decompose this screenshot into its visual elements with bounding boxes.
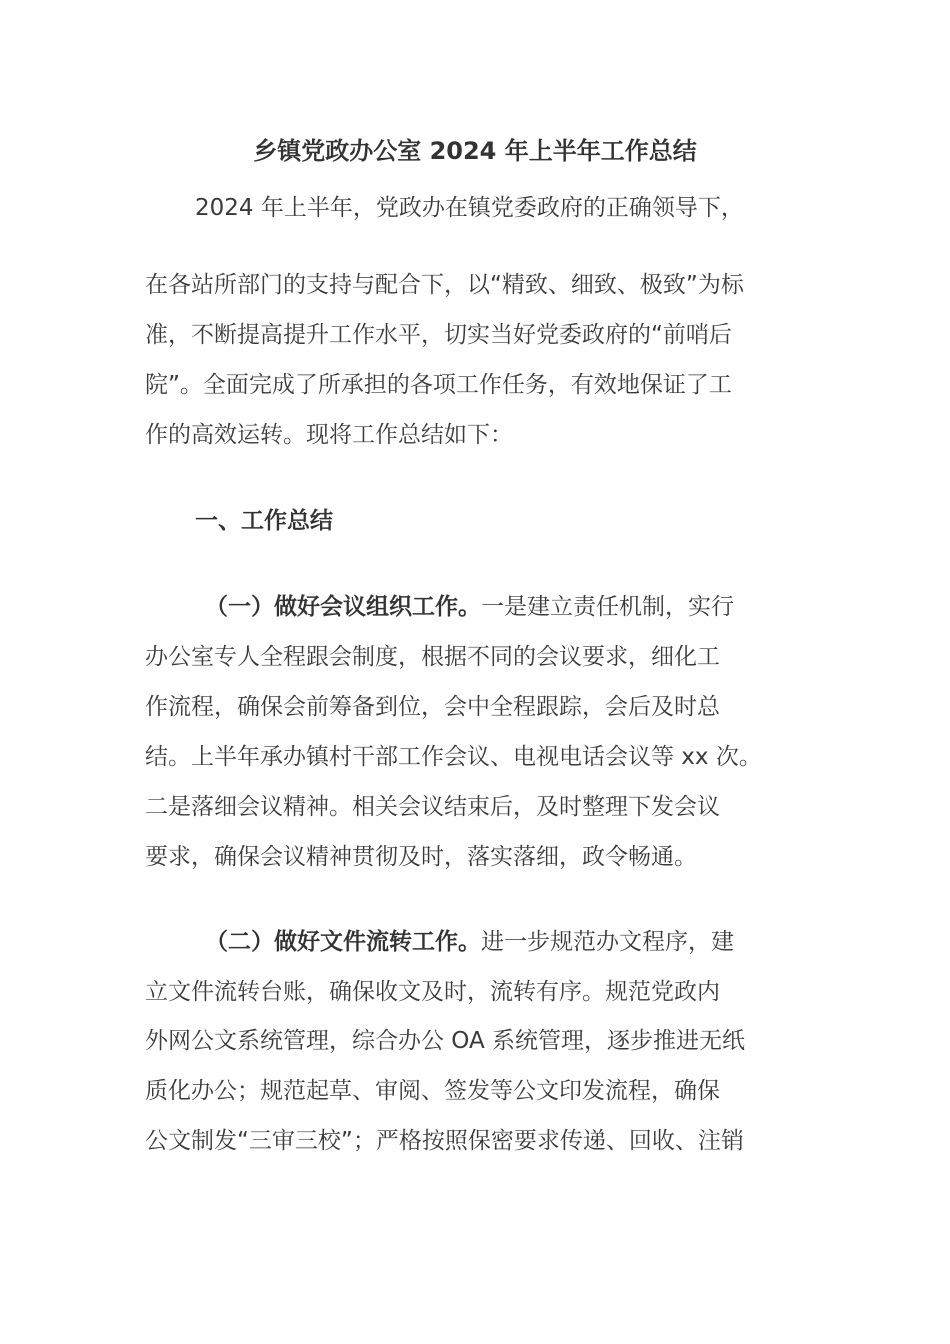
sub2-heading: （二）做好文件流转工作。 bbox=[205, 929, 481, 955]
intro-line-1: 2024 年上半年，党政办在镇党委政府的正确领导下， bbox=[195, 195, 744, 221]
sub2-first-line-text: 进一步规范办文程序，建 bbox=[481, 929, 734, 955]
sub2-line-2: 立文件流转台账，确保收文及时，流转有序。规范党政内 bbox=[145, 979, 720, 1005]
section-heading-work-summary: 一、工作总结 bbox=[195, 508, 333, 534]
sub2-line-5: 公文制发“三审三校”；严格按照保密要求传递、回收、注销 bbox=[145, 1128, 744, 1154]
document-title: 乡镇党政办公室 2024 年上半年工作总结 bbox=[253, 137, 697, 165]
intro-line-3: 准，不断提高提升工作水平，切实当好党委政府的“前哨后 bbox=[145, 322, 732, 348]
intro-line-5: 作的高效运转。现将工作总结如下： bbox=[145, 422, 513, 448]
intro-line-4: 院”。全面完成了所承担的各项工作任务，有效地保证了工 bbox=[145, 372, 732, 398]
sub2-line-3: 外网公文系统管理，综合办公 OA 系统管理，逐步推进无纸 bbox=[145, 1028, 746, 1054]
sub1-first-line-text: 一是建立责任机制，实行 bbox=[481, 594, 734, 620]
sub1-line-6: 要求，确保会议精神贯彻及时，落实落细，政令畅通。 bbox=[145, 844, 697, 870]
sub2-line-4: 质化办公；规范起草、审阅、签发等公文印发流程，确保 bbox=[145, 1078, 720, 1104]
sub1-line-5: 二是落细会议精神。相关会议结束后，及时整理下发会议 bbox=[145, 794, 720, 820]
sub1-heading: （一）做好会议组织工作。 bbox=[205, 594, 481, 620]
sub1-line-4: 结。上半年承办镇村干部工作会议、电视电话会议等 xx 次。 bbox=[145, 744, 762, 770]
sub2-first-line bbox=[205, 925, 734, 959]
sub1-line-3: 作流程，确保会前筹备到位，会中全程跟踪，会后及时总 bbox=[145, 694, 720, 720]
sub1-first-line bbox=[205, 590, 734, 624]
sub1-line-2: 办公室专人全程跟会制度，根据不同的会议要求，细化工 bbox=[145, 644, 720, 670]
intro-line-2: 在各站所部门的支持与配合下，以“精致、细致、极致”为标 bbox=[145, 272, 744, 298]
